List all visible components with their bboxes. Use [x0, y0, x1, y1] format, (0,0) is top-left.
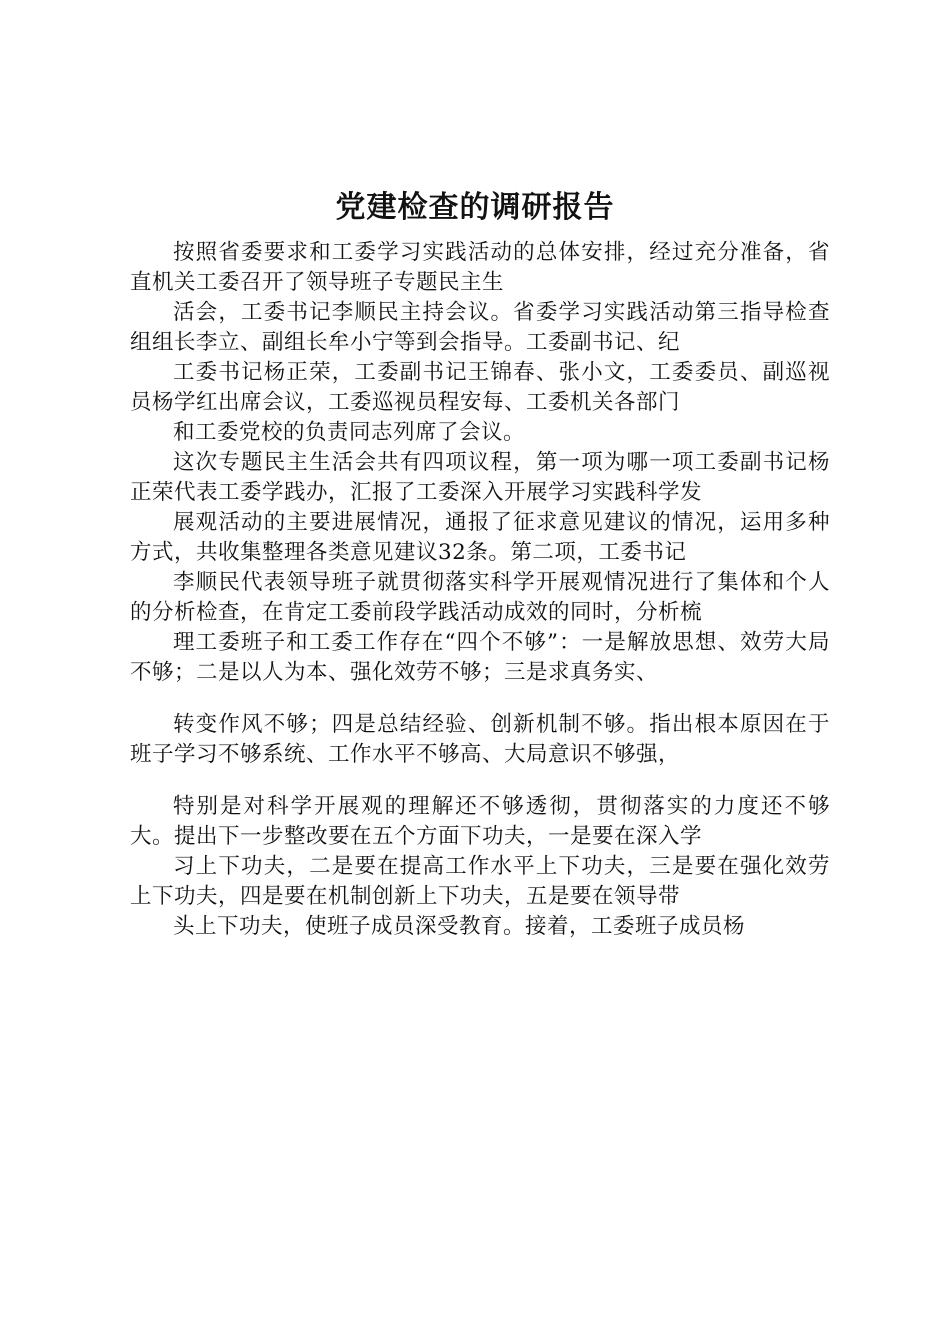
paragraph: 这次专题民主生活会共有四项议程，第一项为哪一项工委副书记杨正荣代表工委学践办，汇报了工委深入开展学习实践科学发 — [130, 450, 830, 505]
paragraph: 活会，工委书记李顺民主持会议。省委学习实践活动第三指导检查组组长李立、副组长牟小宁等到会指导。工委副书记、纪 — [130, 300, 830, 355]
paragraph: 按照省委要求和工委学习实践活动的总体安排，经过充分准备，省直机关工委召开了领导班子专题民主生 — [130, 240, 830, 295]
paragraph: 展观活动的主要进展情况，通报了征求意见建议的情况，运用多种方式，共收集整理各类意见建议32条。第二项，工委书记 — [130, 510, 830, 565]
paragraph: 头上下功夫，使班子成员深受教育。接着，工委班子成员杨 — [173, 914, 746, 939]
document-title: 党建检查的调研报告 — [335, 190, 615, 225]
paragraph: 工委书记杨正荣，工委副书记王锦春、张小文，工委委员、副巡视员杨学红出席会议，工委巡视员程安每、工委机关各部门 — [130, 360, 830, 415]
paragraph: 理工委班子和工委工作存在“四个不够”：一是解放思想、效劳大局不够；二是以人为本、强化效劳不够；三是求真务实、 — [130, 630, 830, 685]
paragraph: 和工委党校的负责同志列席了会议。 — [173, 420, 526, 445]
document-body — [130, 238, 830, 942]
paragraph: 习上下功夫，二是要在提高工作水平上下功夫，三是要在强化效劳上下功夫，四是要在机制创新上下功夫，五是要在领导带 — [130, 854, 830, 909]
paragraph: 李顺民代表领导班子就贯彻落实科学开展观情况进行了集体和个人的分析检查，在肯定工委前段学践活动成效的同时，分析梳 — [130, 570, 830, 625]
paragraph: 转变作风不够；四是总结经验、创新机制不够。指出根本原因在于班子学习不够系统、工作水平不够高、大局意识不够强， — [130, 712, 830, 767]
paragraph-spacer — [130, 770, 830, 792]
paragraph-spacer — [130, 688, 830, 710]
paragraph: 特别是对科学开展观的理解还不够透彻，贯彻落实的力度还不够大。提出下一步整改要在五个方面下功夫，一是要在深入学 — [130, 794, 830, 849]
